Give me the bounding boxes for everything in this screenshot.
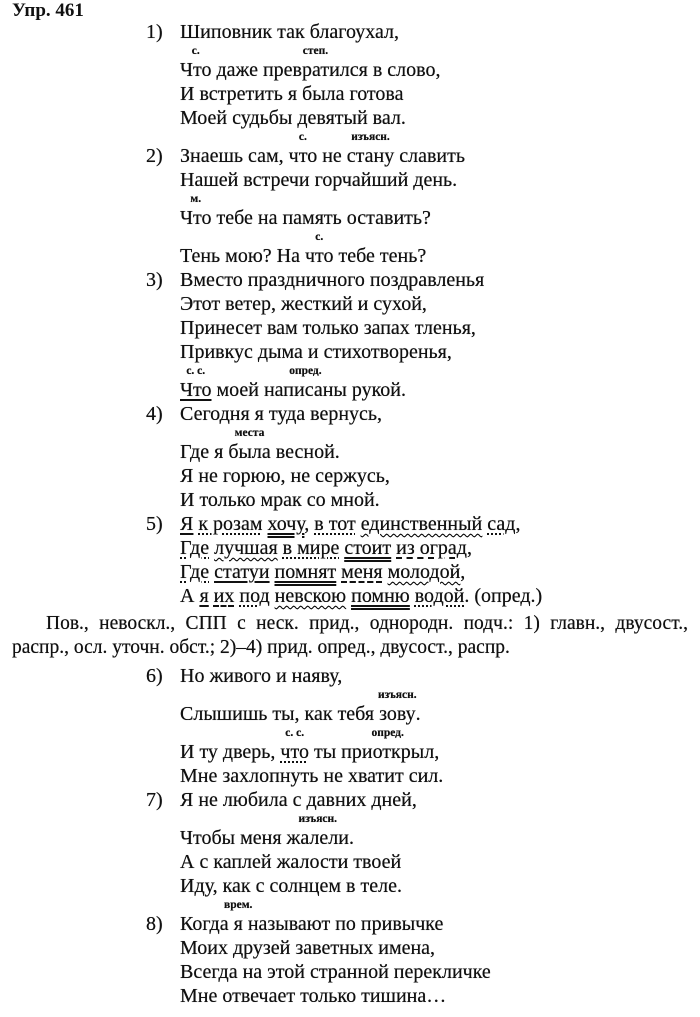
text-segment [211, 207, 430, 229]
line-text [180, 689, 421, 726]
text-segment [180, 937, 435, 959]
word: приоткрыл [341, 741, 435, 763]
text-segment [180, 765, 443, 787]
word: славить [394, 145, 465, 167]
word: , [304, 513, 315, 535]
word: . [415, 703, 421, 725]
line-text [180, 727, 440, 764]
word: , [460, 561, 466, 583]
word: стоит [344, 537, 392, 559]
text-segment [180, 317, 476, 339]
stanza-number: 8) [146, 913, 163, 935]
text-segment [180, 585, 199, 607]
underlined-word [198, 513, 262, 535]
word: хочу [267, 513, 305, 535]
text-segment [180, 193, 212, 229]
word: стану [346, 145, 395, 167]
word: под [239, 585, 270, 607]
word: Всегда на этой странной перекличке [180, 961, 491, 983]
text-segment [180, 875, 402, 897]
line-text [180, 464, 390, 488]
text-segment [341, 727, 435, 763]
word: весной. [270, 441, 340, 463]
grammar-annotation: с. [298, 131, 307, 143]
grammar-annotation: изъясн. [378, 689, 417, 701]
text-segment [180, 465, 390, 487]
word: Нашей встречи горчайший день. [180, 169, 458, 191]
text-segment [180, 913, 234, 935]
text-segment [180, 293, 427, 315]
text-segment [368, 59, 441, 81]
text-segment [288, 131, 318, 167]
syntax-analysis: Пов., невоскл., СПП с неск. прид., однородн. подч.: 1) главн., двусост., распр., осл. уточн. обст.; 2)–4) прид. опред., двусост., распр. [12, 613, 688, 658]
word: написаны [263, 379, 347, 401]
line-text [180, 231, 427, 268]
text-segment [180, 45, 212, 81]
word: сад [487, 513, 516, 535]
word: Когда [180, 913, 234, 935]
text-segment [180, 703, 379, 725]
text-segment [243, 913, 444, 935]
stanza-number: 4) [146, 403, 163, 425]
line-text [180, 45, 441, 82]
underlined-word [180, 365, 212, 401]
word: называют по привычке [242, 913, 444, 935]
text-segment [515, 513, 520, 535]
underlined-word [199, 585, 208, 607]
grammar-annotation: изъясн. [298, 813, 338, 825]
text-segment [334, 245, 427, 267]
word: Что [180, 59, 212, 81]
text-segment [180, 665, 342, 687]
grammar-annotation: м. [190, 193, 202, 205]
line-text [180, 788, 417, 812]
underlined-word [280, 727, 309, 763]
line-text [180, 584, 542, 608]
line-text [180, 292, 427, 316]
stanza-number: 6) [146, 665, 163, 687]
word: Знаешь сам, [180, 145, 289, 167]
line-text [180, 402, 382, 426]
word: Моей судьбы девятый вал. [180, 107, 406, 129]
grammar-annotation: опред. [371, 727, 404, 739]
line-text [180, 850, 401, 874]
underlined-word [180, 561, 209, 583]
text-segment [180, 851, 401, 873]
exercise-title: Упр. 461 [12, 0, 84, 21]
underlined-word [214, 585, 235, 607]
word: Шиповник так благоухал, [180, 21, 399, 43]
text-segment [317, 145, 347, 167]
word: в тот [314, 513, 356, 535]
word: Моих друзей заветных имена, [180, 937, 436, 959]
line-text [180, 365, 406, 402]
word: . (опред.) [464, 585, 543, 607]
line-text [180, 488, 380, 512]
word: Я [180, 513, 194, 535]
text-segment [180, 341, 452, 363]
underlined-word [361, 513, 483, 535]
line-text [180, 106, 406, 130]
word: я [199, 585, 209, 607]
word: статуи [214, 561, 270, 583]
text-segment [180, 789, 417, 811]
word: моей [211, 379, 264, 401]
text-segment [180, 107, 406, 129]
word: из оград [396, 537, 467, 559]
text-segment [304, 513, 314, 535]
text-segment [304, 231, 334, 267]
line-text [180, 764, 443, 788]
word: тебе тень? [333, 245, 427, 267]
line-text [180, 168, 457, 192]
grammar-annotation: места [234, 427, 265, 439]
text-segment [180, 961, 491, 983]
stanza-number: 1) [146, 21, 163, 43]
underlined-word [268, 513, 305, 535]
text-segment [180, 441, 228, 463]
underlined-word [415, 585, 465, 607]
line-text [180, 936, 435, 960]
word: Принесет вам только запах тленья, [180, 317, 476, 339]
text-segment [180, 403, 382, 425]
text-segment [180, 21, 399, 43]
text-segment [211, 59, 262, 81]
word: Слышишь ты, как тебя [180, 703, 380, 725]
word: Вместо праздничного поздравленья [180, 269, 485, 291]
underlined-word [283, 537, 340, 559]
text-segment [180, 827, 287, 849]
text-segment [180, 169, 457, 191]
underlined-word [275, 585, 346, 607]
word: зову [379, 703, 416, 725]
word: тебе на память оставить? [211, 207, 431, 229]
text-segment [416, 703, 421, 725]
word: И встретить я была готова [180, 83, 404, 105]
grammar-annotation: изъясн. [351, 131, 390, 143]
word: помню [351, 585, 410, 607]
line-text [180, 340, 452, 364]
word: Что [180, 207, 212, 229]
word: Я не горюю, не сержусь, [180, 465, 390, 487]
grammar-annotation: степ. [302, 45, 329, 57]
word: Привкус дыма и стихотворенья, [180, 341, 452, 363]
word: была [228, 441, 271, 463]
word: Где [180, 537, 210, 559]
word: И только мрак со мной. [180, 489, 380, 511]
underlined-word [344, 537, 391, 559]
word: меня [341, 561, 383, 583]
word: к розам [198, 513, 263, 535]
text-segment [180, 985, 446, 1007]
text-segment [347, 379, 406, 401]
text-segment [464, 585, 542, 607]
word: не [317, 145, 347, 167]
underlined-word [487, 513, 515, 535]
line-text [180, 316, 476, 340]
underlined-word [214, 537, 278, 559]
underlined-word [214, 561, 269, 583]
word: Мне захлопнуть не хватит сил. [180, 765, 444, 787]
text-segment [180, 489, 380, 511]
word: , [466, 537, 472, 559]
underlined-word [314, 513, 355, 535]
grammar-annotation: врем. [223, 899, 253, 911]
word: Сегодня я туда вернусь, [180, 403, 383, 425]
line-text [180, 560, 465, 584]
underlined-word [351, 585, 410, 607]
text-segment [378, 689, 417, 725]
line-text [180, 20, 399, 44]
line-text [180, 427, 340, 464]
stanza-number: 5) [146, 513, 163, 535]
text-segment [271, 441, 340, 463]
text-segment [180, 269, 484, 291]
stanza-number: 2) [146, 145, 163, 167]
grammar-annotation: с. [315, 231, 324, 243]
line-text [180, 664, 342, 688]
text-segment [262, 45, 368, 81]
text-segment [228, 427, 271, 463]
line-text [180, 874, 402, 898]
word: А с каплей жалости твоей [180, 851, 402, 873]
text-segment [286, 813, 349, 849]
grammar-annotation: с. [191, 45, 200, 57]
text-segment [180, 145, 289, 167]
text-segment [180, 83, 403, 105]
stanza-number: 7) [146, 789, 163, 811]
word: Мне отвечает только тишина… [180, 985, 447, 1007]
text-segment [394, 145, 465, 167]
underlined-word [180, 513, 193, 535]
underlined-word [341, 561, 382, 583]
word: в слово, [367, 59, 441, 81]
underlined-word [396, 537, 467, 559]
word: превратился [262, 59, 368, 81]
word: что [280, 741, 309, 763]
word: лучшая [214, 537, 278, 559]
line-text [180, 268, 484, 292]
line-text [180, 193, 431, 230]
word: Но живого и наяву, [180, 665, 343, 687]
text-segment [211, 379, 263, 401]
word: в мире [282, 537, 340, 559]
word: помнят [274, 561, 337, 583]
word: Этот ветер, жесткий и сухой, [180, 293, 427, 315]
grammar-annotation: с. с. [285, 727, 305, 739]
text-segment [180, 741, 280, 763]
word: Чтобы меня [180, 827, 287, 849]
word: , [434, 741, 440, 763]
word: я [233, 913, 243, 935]
word: водой [414, 585, 465, 607]
underlined-word [239, 585, 269, 607]
word: жалели [286, 827, 349, 849]
word: . [348, 827, 354, 849]
text-segment [263, 365, 347, 401]
text-segment [223, 899, 253, 935]
underlined-word [388, 561, 461, 583]
word: невскою [274, 585, 347, 607]
underlined-word [275, 561, 337, 583]
word: , [515, 513, 521, 535]
word: Тень мою? На [180, 245, 305, 267]
word: что [288, 145, 318, 167]
line-text [180, 960, 491, 984]
word: молодой [387, 561, 461, 583]
grammar-annotation: опред. [289, 365, 322, 377]
text-segment [434, 741, 439, 763]
line-text [180, 899, 444, 936]
text-segment [309, 741, 341, 763]
word: их [213, 585, 235, 607]
line-text [180, 512, 520, 536]
word: Где я [180, 441, 229, 463]
line-text [180, 131, 465, 168]
word: Иду, как с солнцем в теле. [180, 875, 402, 897]
word: ты [308, 741, 342, 763]
text-segment [460, 561, 465, 583]
text-segment [180, 245, 305, 267]
line-text [180, 82, 403, 106]
word: даже [211, 59, 263, 81]
word: рукой. [346, 379, 406, 401]
word: И ту дверь, [180, 741, 281, 763]
text-segment [346, 131, 395, 167]
text-segment [349, 827, 354, 849]
underlined-word [180, 537, 209, 559]
line-text [180, 813, 354, 850]
word: Я не любила с давних дней, [180, 789, 417, 811]
word: что [304, 245, 334, 267]
grammar-annotation: с. с. [186, 365, 206, 377]
word: А [180, 585, 200, 607]
word: единственный [360, 513, 483, 535]
stanza-number: 3) [146, 269, 163, 291]
line-text [180, 984, 446, 1008]
word: Что [180, 379, 212, 401]
text-segment [467, 537, 472, 559]
word: Где [180, 561, 210, 583]
line-text [180, 536, 472, 560]
